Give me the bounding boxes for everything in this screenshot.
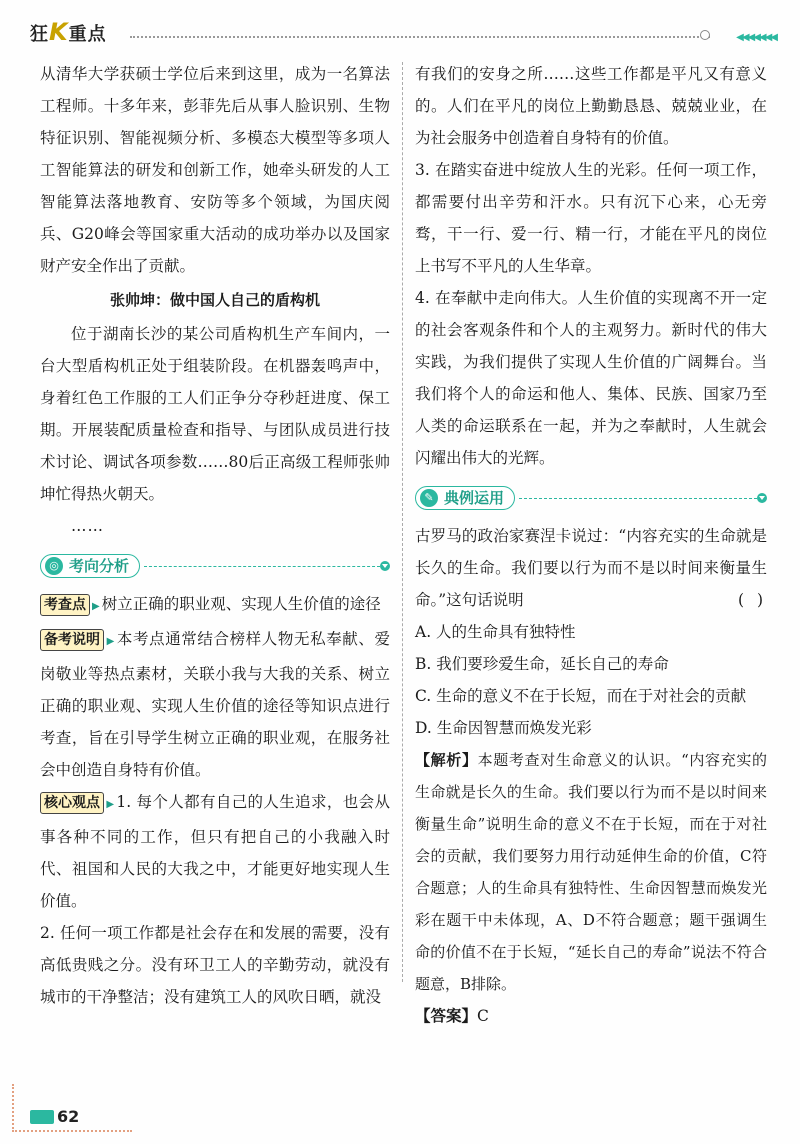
section-title-example: 典例运用 bbox=[444, 489, 505, 507]
ellipsis: …… bbox=[71, 517, 104, 535]
option-d: D. 生命因智慧而焕发光彩 bbox=[415, 719, 592, 737]
page-header bbox=[0, 0, 800, 60]
core-view: 核心观点 ▶ 1. 每个人都有自己的人生追求，也会从事各种不同的工作，但只有把自己的小我融入时代、祖国和人民的大我之中，才能更好地实现人生价值。 bbox=[40, 793, 390, 910]
tag-hexin: 核心观点 bbox=[40, 792, 104, 814]
answer-blank: ( ) bbox=[737, 591, 767, 609]
header-dotted-line bbox=[130, 36, 710, 38]
tag-kaochadian: 考查点 bbox=[40, 594, 90, 616]
header-circle-icon bbox=[700, 30, 710, 40]
continued-paragraph: 有我们的安身之所……这些工作都是平凡又有意义的。人们在平凡的岗位上勤勤恳恳、兢兢业业，在为社会服务中创造着自身特有的价值。 bbox=[415, 65, 767, 147]
book-icon: ✎ bbox=[420, 489, 438, 507]
option-c: C. 生命的意义不在于长短，而在于对社会的贡献 bbox=[415, 687, 747, 705]
answer-value: C bbox=[477, 1007, 489, 1025]
section-header-example bbox=[415, 484, 767, 512]
analysis-label: 【解析】 bbox=[415, 751, 478, 769]
pen-icon bbox=[30, 1110, 54, 1124]
chevron-down-icon bbox=[380, 561, 390, 571]
story-subheading: 张帅坤：做中国人自己的盾构机 bbox=[109, 291, 320, 309]
arrow-icon: ▶ bbox=[92, 601, 100, 612]
core-point-4: 4. 在奉献中走向伟大。人生价值的实现离不开一定的社会客观条件和个人的主观努力。新时代的伟大实践，为我们提供了实现人生价值的广阔舞台。当我们将个人的命运和他人、集体、民族、国家乃至人类的命运联系在一起，并为之奉献时，人生就会闪耀出伟大的光辉。 bbox=[415, 289, 767, 467]
answer bbox=[415, 1000, 767, 1032]
option-b: B. 我们要珍爱生命，延长自己的寿命 bbox=[415, 655, 669, 673]
story-paragraph-1: 从清华大学获硕士学位后来到这里，成为一名算法工程师。十多年来，彭菲先后从事人脸识别、生物特征识别、智能视频分析、多模态大模型等多项人工智能算法的研发和创新工作，她牵头研发的人工智能算法落地教育、安防等多个领域，为国庆阅兵、G20峰会等国家重大活动的成功举办以及国家财产安全作出了贡献。 bbox=[40, 65, 390, 275]
column-divider bbox=[402, 62, 403, 982]
page-number: 62 bbox=[30, 1107, 79, 1126]
section-header-analysis bbox=[40, 552, 390, 580]
book-logo: 狂K重点 bbox=[30, 18, 107, 46]
page-footer bbox=[0, 1084, 800, 1144]
arrow-icon: ▶ bbox=[106, 636, 115, 647]
core-point-2: 2. 任何一项工作都是社会存在和发展的需要，没有高低贵贱之分。没有环卫工人的辛勤劳动，就没有城市的干净整洁；没有建筑工人的风吹日晒，就没 bbox=[40, 924, 390, 1006]
right-column bbox=[415, 58, 767, 1032]
chevron-down-icon bbox=[757, 493, 767, 503]
story-paragraph-2: 位于湖南长沙的某公司盾构机生产车间内，一台大型盾构机正处于组装阶段。在机器轰鸣声中，身着红色工作服的工人们正争分夺秒赶进度、保工期。开展装配质量检查和指导、与团队成员进行技术讨论、调试各项参数……80后正高级工程师张帅坤忙得热火朝天。 bbox=[40, 325, 390, 503]
left-column bbox=[40, 58, 390, 1013]
exam-point: 考查点 ▶ 树立正确的职业观、实现人生价值的途径 bbox=[40, 588, 390, 623]
header-arrows-icon: ◀◀◀◀◀◀◀ bbox=[736, 32, 776, 43]
core-point-3: 3. 在踏实奋进中绽放人生的光彩。任何一项工作，都需要付出辛劳和汗水。只有沉下心来，心无旁骛，干一行、爱一行、精一行，才能在平凡的岗位上书写不平凡的人生华章。 bbox=[415, 161, 767, 275]
target-icon: ◎ bbox=[45, 557, 63, 575]
question-stem: 古罗马的政治家赛涅卡说过：“内容充实的生命就是长久的生命。我们要以行为而不是以时间来衡量生命。”这句话说明 ( ) bbox=[415, 520, 767, 616]
tag-beikao: 备考说明 bbox=[40, 629, 104, 651]
options-list bbox=[415, 616, 767, 744]
option-a: A. 人的生命具有独特性 bbox=[415, 623, 576, 641]
analysis: 【解析】本题考查对生命意义的认识。“内容充实的生命就是长久的生命。我们要以行为而不是以时间来衡量生命”说明生命的意义不在于长短，而在于对社会的贡献，我们要努力用行动延伸生命的价值，C符合题意；人的生命具有独特性、生命因智慧而焕发光彩在题干中未体现，A、D不符合题意；题干强调生命的价值不在于长短，“延长自己的寿命”说法不符合题意，B排除。 bbox=[415, 751, 767, 993]
prep-note: 备考说明 ▶ 本考点通常结合榜样人物无私奉献、爱岗敬业等热点素材，关联小我与大我的关系、树立正确的职业观、实现人生价值的途径等知识点进行考查，旨在引导学生树立正确的职业观，在服务社会中创造自身特有价值。 bbox=[40, 630, 390, 779]
section-title-analysis: 考向分析 bbox=[69, 557, 130, 575]
answer-label: 【答案】 bbox=[415, 1007, 478, 1025]
arrow-icon: ▶ bbox=[106, 799, 115, 810]
